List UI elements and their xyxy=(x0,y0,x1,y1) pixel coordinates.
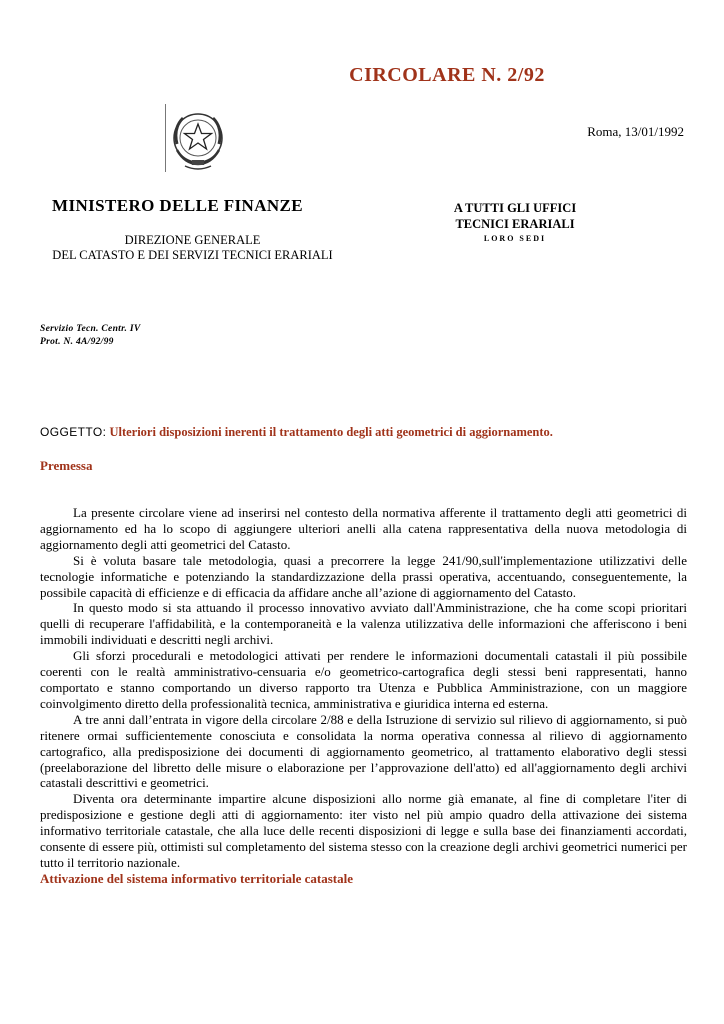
section-heading-attivazione: Attivazione del sistema informativo territoriale catastale xyxy=(40,870,353,886)
document-title: CIRCOLARE N. 2/92 xyxy=(349,64,545,86)
reference-block xyxy=(40,323,141,349)
section-heading-premessa: Premessa xyxy=(40,458,93,473)
direzione-line-1: DIREZIONE GENERALE xyxy=(124,233,261,247)
paragraph: Diventa ora determinante impartire alcune disposizioni allo norme già emanate, al fine di completare l'iter di predisposizione e gestione degli atti di aggiornamento: iter visto nel più ampio quadro della attivazione dei sistema informativo territoriale catastale, che alla luce delle recenti disposizioni di legge e sulla base dei finanziamenti accordati, consente di essere più, ottimisti sul completamento del sistema stesso con la creazione degli archivi geometrici numerici per tutto il territorio nazionale. xyxy=(40,791,687,870)
ministry-name: MINISTERO DELLE FINANZE xyxy=(52,196,304,215)
recipients-line-1: A TUTTI GLI UFFICI xyxy=(453,201,577,215)
paragraph: Gli sforzi procedurali e metodologici attivati per rendere le informazioni documentali catastali il più possibile coerenti con le realtà amministrativo-censuaria e/o geometrico-cartografica degli stessi beni rappresentati, hanno comportato e stanno comportando un diverso rapporto tra Utenza e Pubblica Amministrazione, con un maggiore coinvolgimento diretto della professionalità tecnica, amministrativa e giuridica interna ed esterna. xyxy=(40,648,687,711)
paragraph: La presente circolare viene ad inserirsi nel contesto della normativa afferente il trattamento degli atti geometrici di aggiornamento ed ha lo scopo di aggiungere ulteriori anelli alla catena rappresentativa della nuova metodologia di aggiornamento degli atti geometrici del Catasto. xyxy=(40,505,687,552)
document-date: Roma, 13/01/1992 xyxy=(587,124,684,139)
paragraph: Si è voluta basare tale metodologia, quasi a precorrere la legge 241/90,sull'implementazione utilizzativi delle tecnologie informatiche e potenziando la standardizzazione della prassi operativa, accentuando, conseguentemente, la possibile capacità di efficienze e di efficacia da affidare anche all’azione di aggiornamento del Catasto. xyxy=(40,552,687,600)
subject-label: OGGETTO: xyxy=(40,425,107,439)
paragraph: A tre anni dall’entrata in vigore della circolare 2/88 e della Istruzione di servizio sul rilievo di aggiornamento, si può ritenere ormai sufficientemente conosciuta e consolidata la norma operativa connessa al rilievo di aggiornamento cartografico, alla predisposizione dei documenti di aggiornamento geometrico, al trattamento elaborativo degli stessi (preelaborazione del libretto delle misure o elaborazione per l’approvazione dell'atto) ed all'aggiornamento degli archivi catastali descrittivi e geometrici. xyxy=(40,711,687,791)
direzione-block xyxy=(40,233,345,263)
subject-line xyxy=(40,425,553,440)
recipients-line-3: LORO SEDI xyxy=(483,234,547,243)
paragraph: In questo modo si sta attuando il processo innovativo avviato dall'Amministrazione, che ha come scopi prioritari quelli di recuperare l'affidabilità, e la contemporaneità e la valenza utilizzativa delle informazioni che afferiscono i beni immobili individuati e descritti negli archivi. xyxy=(40,600,687,648)
recipients-line-2: TECNICI ERARIALI xyxy=(455,217,575,231)
servizio-line: Servizio Tecn. Centr. IV xyxy=(40,324,141,334)
protocollo-line: Prot. N. 4A/92/99 xyxy=(40,337,114,347)
republic-emblem-icon xyxy=(165,104,227,174)
recipients-block xyxy=(430,200,600,245)
body-text xyxy=(40,505,687,887)
direzione-line-2: DEL CATASTO E DEI SERVIZI TECNICI ERARIALI xyxy=(52,248,333,262)
subject-text: Ulteriori disposizioni inerenti il trattamento degli atti geometrici di aggiornamento. xyxy=(109,425,553,439)
